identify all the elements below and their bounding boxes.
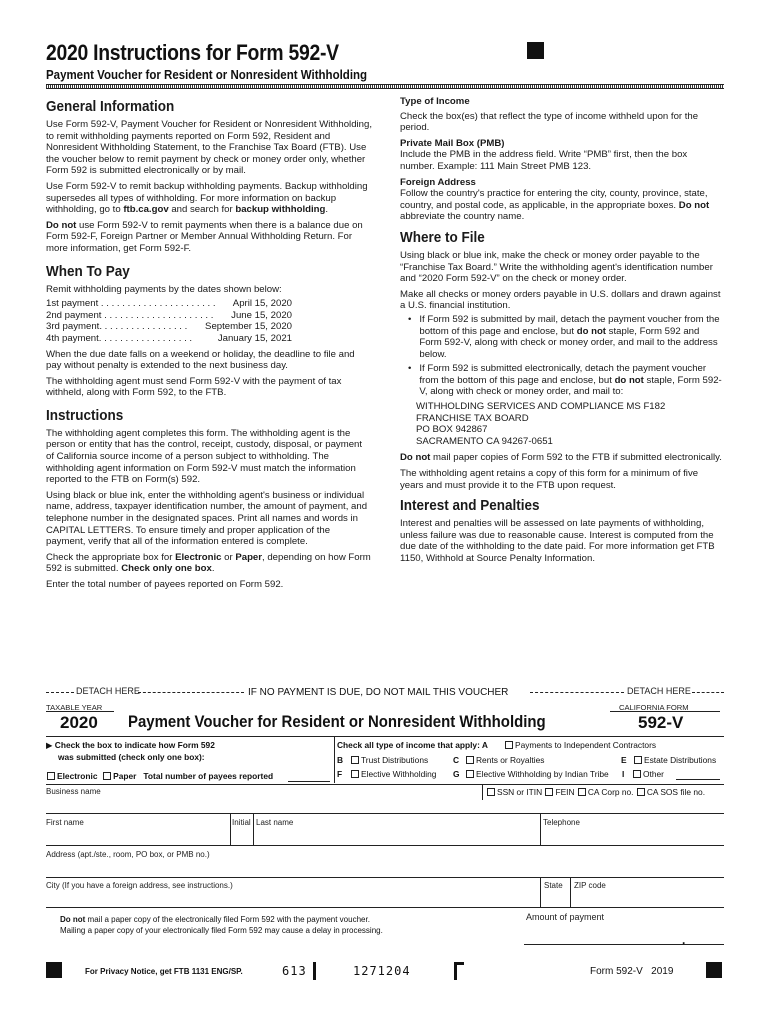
where-to-file-paragraph-1: Using black or blue ink, make the check or money order payable to the “Franchise Tax Board.” Write the withholding agent's identification number and “2020 Form 592-V” on the check or money order. bbox=[400, 249, 713, 285]
where-to-file-heading: Where to File bbox=[400, 228, 485, 246]
total-payees-field[interactable] bbox=[288, 781, 330, 782]
page-title: 2020 Instructions for Form 592-V bbox=[46, 40, 339, 65]
where-to-file-paragraph-4: The withholding agent retains a copy of this form for a minimum of five years and must provide it to the FTB upon request. bbox=[400, 468, 699, 491]
schedule-row: 4th payment. . . . . . . . . . . . . . . . . . January 15, 2021 bbox=[46, 332, 292, 344]
mailing-address: WITHHOLDING SERVICES AND COMPLIANCE MS F182 FRANCHISE TAX BOARD PO BOX 942867 SACRAMENTO CA 94267-0651 bbox=[416, 401, 666, 447]
list-item: • If Form 592 is submitted electronically, detach the payment voucher from the bottom of this page and enclose, but do not staple, Form 592-V, along with check or money order, and mail to: bbox=[408, 363, 722, 398]
instructions-heading: Instructions bbox=[46, 406, 124, 424]
total-payees-label: Total number of payees reported bbox=[143, 771, 274, 781]
general-paragraph-1: Use Form 592-V, Payment Voucher for Resident or Nonresident Withholding, to remit withholding payments reported on Form 592, Resident and Nonresident Withholding Statement, to the Franchise Tax Board (FTB). Use the voucher below to remit payment by check or money order only, whether Form 592 is submitted electronically or by mail. bbox=[46, 119, 372, 177]
income-e-checkbox[interactable] bbox=[634, 756, 642, 764]
check-box-instruction: ▶ Check the box to indicate how Form 592 bbox=[46, 740, 215, 750]
instructions-paragraph-2: Using black or blue ink, enter the withholding agent's business or individual name, address, taxpayer identification number, the amount of payment, and telephone number in the designated spaces. Print all names and words in CAPITAL LETTERS. To ensure timely and proper application of the payment, verify that all of the information entered is complete. bbox=[46, 489, 368, 548]
detach-line-right bbox=[692, 692, 724, 693]
payment-schedule bbox=[46, 298, 292, 344]
income-a-option[interactable]: Payments to Independent Contractors bbox=[504, 740, 656, 751]
scan-code: 1271204 bbox=[353, 964, 411, 978]
detach-line-right-mid bbox=[530, 692, 624, 693]
ssn-checkbox[interactable] bbox=[487, 788, 495, 796]
income-b-letter: B bbox=[337, 755, 344, 765]
last-name-field[interactable] bbox=[256, 828, 538, 842]
paper-copy-note: Do not mail a paper copy of the electronically filed Form 592 with the payment voucher. bbox=[60, 915, 370, 924]
privacy-notice: For Privacy Notice, get FTB 1131 ENG/SP. bbox=[85, 967, 243, 976]
foreign-address-heading: Foreign Address bbox=[400, 176, 476, 188]
income-g-option[interactable]: Elective Withholding by Indian Tribe bbox=[465, 769, 609, 780]
business-name-field[interactable] bbox=[46, 797, 482, 813]
left-column bbox=[46, 94, 372, 595]
amount-decimal-point: . bbox=[682, 933, 686, 947]
income-b-option[interactable]: Trust Distributions bbox=[350, 755, 428, 766]
address-label: Address (apt./ste., room, PO box, or PMB no.) bbox=[46, 850, 210, 859]
state-label: State bbox=[544, 881, 563, 890]
instructions-paragraph-4: Enter the total number of payees reported on Form 592. bbox=[46, 579, 284, 590]
income-other-field[interactable] bbox=[676, 779, 720, 780]
schedule-row: 1st payment . . . . . . . . . . . . . . . . . . . . . . April 15, 2020 bbox=[46, 298, 292, 310]
telephone-field[interactable] bbox=[543, 828, 721, 842]
income-type-heading: Check all type of income that apply: A bbox=[337, 740, 488, 750]
address-field[interactable] bbox=[46, 860, 722, 874]
general-information-heading: General Information bbox=[46, 98, 175, 115]
city-field[interactable] bbox=[46, 891, 538, 905]
taxable-year-label: TAXABLE YEAR bbox=[46, 703, 103, 712]
paper-copy-note-2: Mailing a paper copy of your electronically filed Form 592 may cause a delay in processing. bbox=[60, 926, 383, 935]
schedule-row: 3rd payment. . . . . . . . . . . . . . . . . September 15, 2020 bbox=[46, 321, 292, 333]
city-label: City (If you have a foreign address, see instructions.) bbox=[46, 881, 233, 890]
footer-form-name: Form 592-V 2019 bbox=[590, 966, 674, 977]
initial-label: Initial bbox=[232, 818, 251, 827]
when-to-pay-intro: Remit withholding payments by the dates shown below: bbox=[46, 283, 282, 295]
first-name-label: First name bbox=[46, 818, 84, 827]
paper-checkbox[interactable] bbox=[103, 772, 111, 780]
detach-line-left-mid bbox=[138, 692, 244, 693]
zip-code-label: ZIP code bbox=[574, 881, 606, 890]
electronic-checkbox[interactable] bbox=[47, 772, 55, 780]
income-a-checkbox[interactable] bbox=[505, 741, 513, 749]
business-name-label: Business name bbox=[46, 787, 101, 796]
arrow-right-icon: ▶ bbox=[46, 740, 53, 750]
general-paragraph-2: Use Form 592-V to remit backup withholding payments. Backup withholding supersedes all types of withholding. For more information on backup withholding, go to ftb.ca.gov and search for backup withholding. bbox=[46, 180, 368, 216]
registration-mark-bottom-right bbox=[706, 962, 722, 978]
pmb-heading: Private Mail Box (PMB) bbox=[400, 137, 505, 149]
voucher-title: Payment Voucher for Resident or Nonresident Withholding bbox=[128, 712, 546, 731]
income-f-option[interactable]: Elective Withholding bbox=[350, 769, 436, 780]
instructions-paragraph-3: Check the appropriate box for Electronic or Paper, depending on how Form 592 is submitted. Check only one box. bbox=[46, 551, 371, 575]
when-to-pay-paragraph-2: The withholding agent must send Form 592-V with the payment of tax withheld, along with Form 592, to the FTB. bbox=[46, 375, 342, 399]
amount-of-payment-field[interactable] bbox=[524, 944, 724, 945]
detach-here-left: DETACH HERE bbox=[76, 686, 140, 696]
page-subtitle: Payment Voucher for Resident or Nonresident Withholding bbox=[46, 68, 368, 82]
detach-here-right: DETACH HERE bbox=[627, 686, 691, 696]
telephone-label: Telephone bbox=[543, 818, 580, 827]
instructions-paragraph-1: The withholding agent completes this form. The withholding agent is the person or entity that has the control, receipt, custody, disposal, or payment of California source income of a person subject to withholding. The withholding agent information on Form 592-V must match the information reported to the FTB on Form(s) 592. bbox=[46, 427, 363, 486]
income-c-option[interactable]: Rents or Royalties bbox=[465, 755, 544, 766]
interest-penalties-text: Interest and penalties will be assessed on late payments of withholding, unless failure was due to reasonable cause. Interest is computed from the due date of the withholding to the date paid. For more information get FTB 1150, Withhold at Source Penalty Information. bbox=[400, 518, 715, 564]
registration-mark-bottom-left bbox=[46, 962, 62, 978]
when-to-pay-paragraph-1: When the due date falls on a weekend or holiday, the deadline to file and pay without penalty is extended to the next business day. bbox=[46, 348, 355, 372]
type-of-income-heading: Type of Income bbox=[400, 96, 470, 107]
list-item: • If Form 592 is submitted by mail, detach the payment voucher from the bottom of this page and enclose, but do not staple, Form 592 and Form 592-V, along with check or money order, and mail to the address below. bbox=[408, 313, 720, 360]
ca-sos-checkbox[interactable] bbox=[637, 788, 645, 796]
check-box-instruction-2: was submitted (check only one box): bbox=[58, 752, 205, 762]
california-form-label: CALIFORNIA FORM bbox=[619, 703, 689, 712]
income-f-checkbox[interactable] bbox=[351, 770, 359, 778]
income-g-letter: G bbox=[453, 769, 460, 779]
income-i-letter: I bbox=[622, 769, 625, 779]
taxpayer-id-type: SSN or ITIN FEIN CA Corp no. CA SOS file no. bbox=[486, 787, 705, 798]
where-to-file-paragraph-3: Do not mail paper copies of Form 592 to the FTB if submitted electronically. bbox=[400, 452, 722, 464]
when-to-pay-heading: When To Pay bbox=[46, 262, 130, 280]
type-of-income-text: Check the box(es) that reflect the type of income withheld upon for the period. bbox=[400, 110, 699, 134]
header-rule bbox=[46, 84, 724, 89]
income-g-checkbox[interactable] bbox=[466, 770, 474, 778]
voucher-year: 2020 bbox=[60, 713, 98, 732]
right-column bbox=[400, 96, 722, 569]
income-i-checkbox[interactable] bbox=[633, 770, 641, 778]
pmb-text: Include the PMB in the address field. Write “PMB” first, then the box number. Example: 111 Main Street PMB 123. bbox=[400, 149, 688, 172]
income-c-letter: C bbox=[453, 755, 460, 765]
detach-line-left bbox=[46, 692, 74, 693]
registration-mark bbox=[527, 42, 544, 59]
income-e-letter: E bbox=[621, 755, 627, 765]
no-payment-notice: IF NO PAYMENT IS DUE, DO NOT MAIL THIS VOUCHER bbox=[248, 687, 509, 698]
income-c-checkbox[interactable] bbox=[466, 756, 474, 764]
income-b-checkbox[interactable] bbox=[351, 756, 359, 764]
first-name-field[interactable] bbox=[46, 828, 230, 842]
form-code: 613 bbox=[282, 964, 307, 978]
interest-penalties-heading: Interest and Penalties bbox=[400, 497, 540, 515]
fein-checkbox[interactable] bbox=[545, 788, 553, 796]
income-f-letter: F bbox=[337, 769, 343, 779]
general-paragraph-3: Do not use Form 592-V to remit payments when there is a balance due on Form 592-F, Foreign Partner or Member Annual Withholding Return. For more information, get Form 592-F. bbox=[46, 219, 363, 254]
schedule-row: 2nd payment . . . . . . . . . . . . . . . . . . . . . June 15, 2020 bbox=[46, 309, 292, 321]
last-name-label: Last name bbox=[256, 818, 294, 827]
ca-corp-checkbox[interactable] bbox=[578, 788, 586, 796]
income-e-option[interactable]: Estate Distributions bbox=[633, 755, 716, 766]
amount-of-payment-label: Amount of payment bbox=[526, 912, 605, 922]
income-i-option[interactable]: Other bbox=[632, 769, 664, 780]
foreign-address-text: Follow the country's practice for entering the city, county, province, state, country, and postal code, as applicable, in the appropriate boxes. Do not abbreviate the country name. bbox=[400, 188, 710, 223]
voucher-form-number: 592-V bbox=[638, 713, 684, 732]
submission-method: Electronic Paper Total number of payees reported bbox=[46, 771, 273, 781]
where-to-file-paragraph-2: Make all checks or money orders payable in U.S. dollars and drawn against a U.S. financial institution. bbox=[400, 288, 721, 312]
